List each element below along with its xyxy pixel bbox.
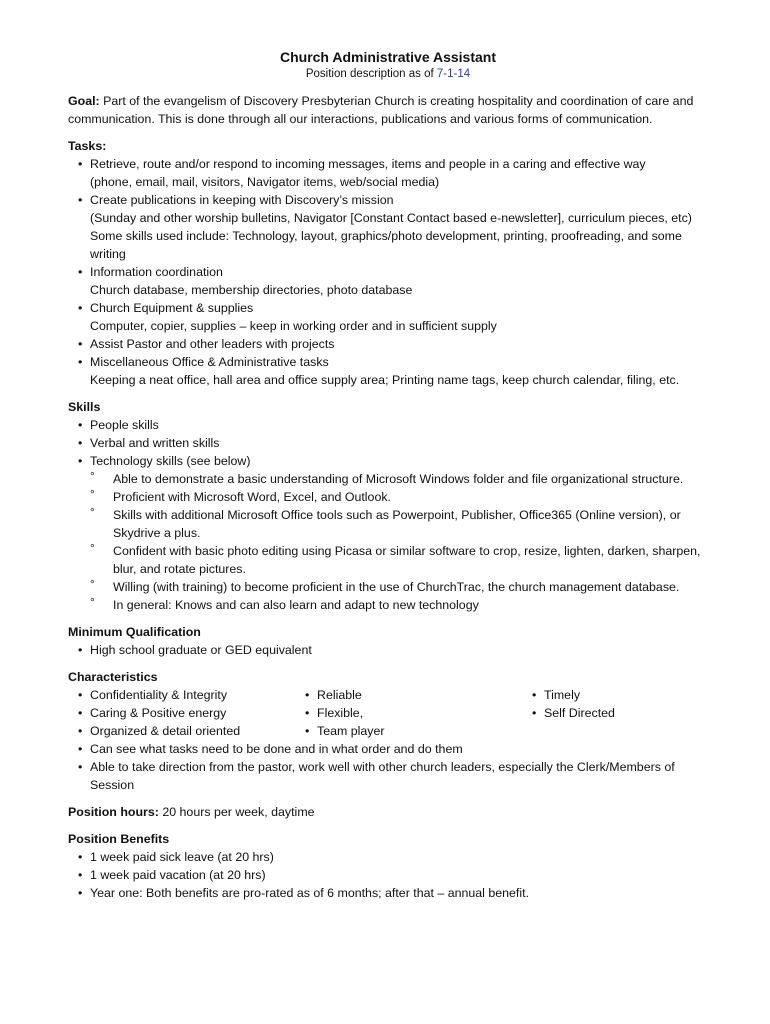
skills-list [68, 416, 708, 470]
position-hours-text: 20 hours per week, daytime [158, 805, 315, 819]
list-item: ° Proficient with Microsoft Word, Excel, and Outlook. [90, 488, 708, 506]
tasks-section [68, 137, 708, 389]
characteristics-grid [68, 686, 708, 740]
characteristic-item: • Confidentiality & Integrity [78, 686, 305, 704]
characteristics-heading: Characteristics [68, 670, 158, 684]
skills-section [68, 398, 708, 614]
characteristic-item: • Timely [532, 686, 718, 704]
task-detail: (Sunday and other worship bulletins, Navigator [Constant Contact based e-newsletter], curriculum pieces, etc) Some skills used include: Technology, layout, graphics/photo development, printing, proofreading, and some writing [90, 211, 692, 261]
task-title: Church Equipment & supplies [90, 301, 254, 315]
list-item [78, 335, 708, 353]
list-item [78, 299, 708, 335]
task-detail: (phone, email, mail, visitors, Navigator items, web/social media) [90, 175, 440, 189]
list-item: • 1 week paid sick leave (at 20 hrs) [78, 848, 708, 866]
list-item: ° In general: Knows and can also learn and adapt to new technology [90, 596, 708, 614]
benefits-heading: Position Benefits [68, 832, 170, 846]
characteristic-item: • Team player [305, 722, 532, 740]
minimum-qualification-section [68, 623, 708, 659]
page-title: Church Administrative Assistant [279, 49, 496, 65]
list-item: ° Skills with additional Microsoft Office tools such as Powerpoint, Publisher, Office365 (Online version), or Skydrive a plus. [90, 506, 708, 542]
list-item [78, 353, 708, 389]
goal-paragraph [68, 92, 708, 128]
goal-text: Part of the evangelism of Discovery Presbyterian Church is creating hospitality and coordination of care and communication. This is done through all our interactions, publications and various forms of communication. [68, 94, 694, 126]
characteristic-item: • Self Directed [532, 704, 718, 722]
task-title: Create publications in keeping with Discovery’s mission [90, 193, 394, 207]
task-title: Information coordination [90, 265, 223, 279]
characteristics-section [68, 668, 708, 794]
task-title: Miscellaneous Office & Administrative tasks [90, 355, 329, 369]
minimum-qualification-heading: Minimum Qualification [68, 625, 201, 639]
task-detail: Keeping a neat office, hall area and office supply area; Printing name tags, keep church calendar, filing, etc. [90, 373, 680, 387]
task-detail: Computer, copier, supplies – keep in working order and in sufficient supply [90, 319, 497, 333]
minimum-qualification-list [68, 641, 708, 659]
task-title: Retrieve, route and/or respond to incoming messages, items and people in a caring and effective way [90, 157, 646, 171]
benefits-list [68, 848, 708, 902]
goal-label: Goal: [68, 94, 100, 108]
characteristic-empty-cell [532, 722, 718, 740]
list-item: • Technology skills (see below) [78, 452, 708, 470]
list-item: • Verbal and written skills [78, 434, 708, 452]
tasks-heading: Tasks: [68, 139, 107, 153]
list-item: • 1 week paid vacation (at 20 hrs) [78, 866, 708, 884]
position-hours-label: Position hours: [68, 805, 159, 819]
list-item [78, 263, 708, 299]
document-page [68, 48, 708, 911]
list-item: • Can see what tasks need to be done and in what order and do them [78, 740, 708, 758]
characteristic-item: • Reliable [305, 686, 532, 704]
skills-heading: Skills [68, 400, 101, 414]
list-item [78, 191, 708, 263]
characteristics-list [68, 740, 708, 794]
technology-skills-list [68, 470, 708, 614]
task-title: Assist Pastor and other leaders with projects [90, 337, 335, 351]
characteristic-item: • Caring & Positive energy [78, 704, 305, 722]
subtitle-date: 7-1-14 [436, 68, 471, 80]
list-item [78, 155, 708, 191]
list-item: ° Able to demonstrate a basic understanding of Microsoft Windows folder and file organizational structure. [90, 470, 708, 488]
list-item: • Able to take direction from the pastor, work well with other church leaders, especially the Clerk/Members of Session [78, 758, 708, 794]
list-item: • High school graduate or GED equivalent [78, 641, 708, 659]
list-item: • People skills [78, 416, 708, 434]
list-item: • Year one: Both benefits are pro-rated as of 6 months; after that – annual benefit. [78, 884, 708, 902]
position-hours [68, 803, 708, 821]
task-detail: Church database, membership directories, photo database [90, 283, 413, 297]
tasks-list [68, 155, 708, 389]
subtitle [68, 66, 708, 82]
characteristic-item: • Organized & detail oriented [78, 722, 305, 740]
list-item: ° Willing (with training) to become proficient in the use of ChurchTrac, the church management database. [90, 578, 708, 596]
benefits-section [68, 830, 708, 902]
characteristic-item: • Flexible, [305, 704, 532, 722]
list-item: ° Confident with basic photo editing using Picasa or similar software to crop, resize, lighten, darken, sharpen, blur, and rotate pictures. [90, 542, 708, 578]
subtitle-prefix: Position description as of [305, 68, 437, 80]
